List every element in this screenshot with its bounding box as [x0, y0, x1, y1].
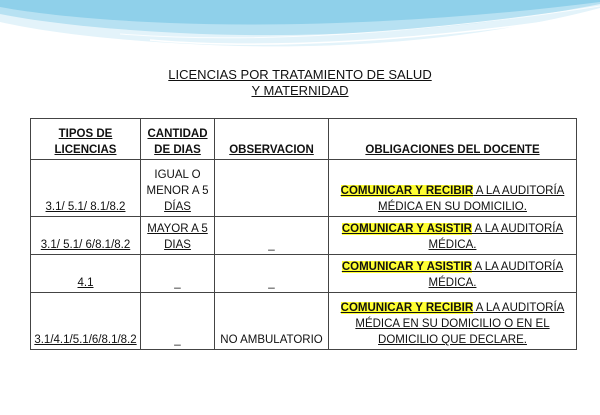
header-cantidad: CANTIDAD DE DIAS [141, 119, 215, 160]
cell-dias: MAYOR A 5 DIAS [141, 217, 215, 255]
cell-observacion: NO AMBULATORIO [215, 293, 329, 350]
cell-obligaciones: COMUNICAR Y RECIBIR A LA AUDITORÍA MÉDICA EN SU DOMICILIO O EN EL DOMICILIO QUE DECLARE. [329, 293, 577, 350]
cell-dias: _ [141, 293, 215, 350]
licenses-table [30, 118, 577, 350]
header-observacion: OBSERVACION [215, 119, 329, 160]
cell-observacion [215, 160, 329, 217]
title-line-1: LICENCIAS POR TRATAMIENTO DE SALUD [168, 67, 432, 82]
cell-tipos: 4.1 [31, 255, 141, 293]
cell-obligaciones: COMUNICAR Y RECIBIR A LA AUDITORÍA MÉDICA EN SU DOMICILIO. [329, 160, 577, 217]
header-tipos: TIPOS DE LICENCIAS [31, 119, 141, 160]
cell-tipos: 3.1/4.1/5.1/6/8.1/8.2 [31, 293, 141, 350]
cell-obligaciones: COMUNICAR Y ASISTIR A LA AUDITORÍA MÉDICA. [329, 255, 577, 293]
cell-tipos: 3.1/ 5.1/ 8.1/8.2 [31, 160, 141, 217]
cell-dias: IGUAL O MENOR A 5 DÍAS [141, 160, 215, 217]
table-row [31, 293, 577, 350]
table-row [31, 217, 577, 255]
cell-observacion: _ [215, 255, 329, 293]
header-wave-decoration [0, 0, 600, 70]
page-title [0, 67, 600, 99]
header-obligaciones: OBLIGACIONES DEL DOCENTE [329, 119, 577, 160]
table-header-row [31, 119, 577, 160]
table-row [31, 160, 577, 217]
cell-tipos: 3.1/ 5.1/ 6/8.1/8.2 [31, 217, 141, 255]
cell-dias: _ [141, 255, 215, 293]
title-line-2: Y MATERNIDAD [251, 83, 349, 98]
table-row [31, 255, 577, 293]
cell-observacion: _ [215, 217, 329, 255]
cell-obligaciones: COMUNICAR Y ASISTIR A LA AUDITORÍA MÉDICA. [329, 217, 577, 255]
